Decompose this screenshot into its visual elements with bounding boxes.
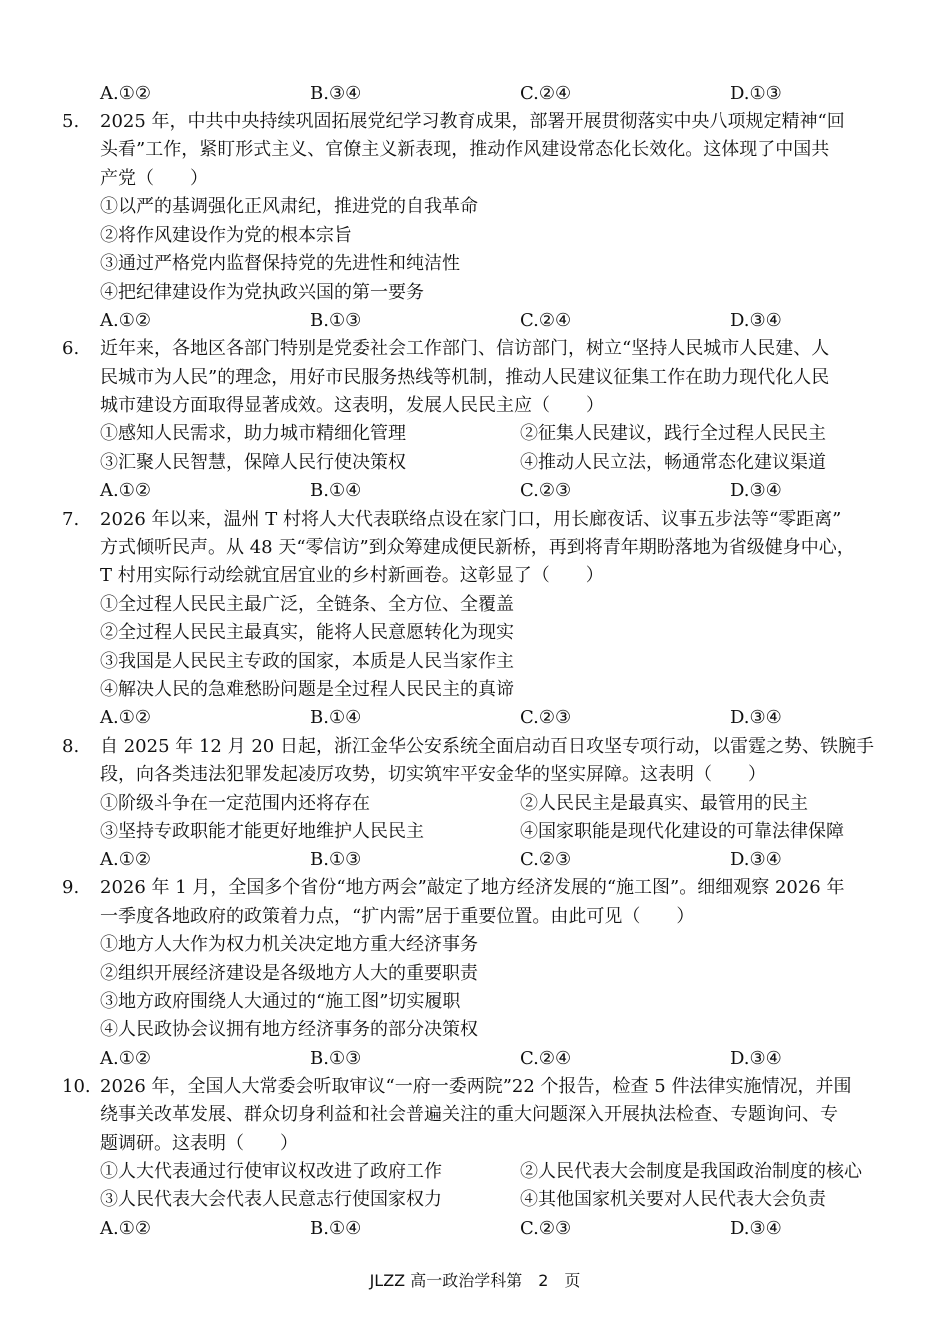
statement-item: ③坚持专政职能才能更好地维护人民民主 [100, 821, 424, 842]
statement-item: ④人民政协会议拥有地方经济事务的部分决策权 [100, 1019, 478, 1040]
statement-item: ②全过程人民民主最真实，能将人民意愿转化为现实 [100, 622, 514, 643]
option-d: D.③④ [730, 310, 782, 331]
option-a: A.①② [100, 707, 151, 728]
question-stem-line: 2026 年 1 月，全国多个省份“地方两会”敲定了地方经济发展的“施工图”。细细观察 2026 年 [100, 877, 845, 898]
prev-option-c: C.②④ [520, 83, 572, 104]
statement-item: ④其他国家机关要对人民代表大会负责 [520, 1189, 826, 1210]
question-stem-line: 自 2025 年 12 月 20 日起，浙江金华公安系统全面启动百日攻坚专项行动，以雷霆之势、铁腕手 [100, 736, 874, 757]
prev-option-a: A.①② [100, 83, 151, 104]
question-stem-line: 题调研。这表明（ ） [100, 1133, 298, 1154]
question-stem-line: 城市建设方面取得显著成效。这表明，发展人民民主应（ ） [100, 395, 604, 416]
question-stem-line: 头看”工作，紧盯形式主义、官僚主义新表现，推动作风建设常态化长效化。这体现了中国共 [100, 139, 830, 160]
option-d: D.③④ [730, 1218, 782, 1239]
option-a: A.①② [100, 310, 151, 331]
question-stem-line: 民城市为人民”的理念，用好市民服务热线等机制，推动人民建议征集工作在助力现代化人民 [100, 367, 830, 388]
statement-item: ③我国是人民民主专政的国家，本质是人民当家作主 [100, 651, 514, 672]
statement-item: ④把纪律建设作为党执政兴国的第一要务 [100, 282, 424, 303]
option-b: B.①③ [310, 1048, 362, 1069]
prev-option-d: D.①③ [730, 83, 782, 104]
statement-item: ②人民代表大会制度是我国政治制度的核心 [520, 1161, 862, 1182]
option-b: B.①④ [310, 1218, 362, 1239]
question-stem-line: 2026 年，全国人大常委会听取审议“一府一委两院”22 个报告，检查 5 件法律实施情况，并围 [100, 1076, 852, 1097]
statement-item: ①全过程人民民主最广泛，全链条、全方位、全覆盖 [100, 594, 514, 615]
statement-item: ③人民代表大会代表人民意志行使国家权力 [100, 1189, 442, 1210]
question-number: 5. [62, 111, 80, 132]
option-c: C.②③ [520, 1218, 572, 1239]
option-d: D.③④ [730, 1048, 782, 1069]
option-c: C.②③ [520, 480, 572, 501]
question-number: 7. [62, 509, 80, 530]
question-stem-line: 2025 年，中共中央持续巩固拓展党纪学习教育成果，部署开展贯彻落实中央八项规定精神“回 [100, 111, 845, 132]
option-a: A.①② [100, 849, 151, 870]
statement-item: ④国家职能是现代化建设的可靠法律保障 [520, 821, 844, 842]
option-d: D.③④ [730, 849, 782, 870]
question-number: 8. [62, 736, 80, 757]
question-number: 10. [62, 1076, 91, 1097]
option-c: C.②③ [520, 849, 572, 870]
question-stem-line: 产党（ ） [100, 168, 208, 189]
statement-item: ①阶级斗争在一定范围内还将存在 [100, 793, 370, 814]
statement-item: ②人民民主是最真实、最管用的民主 [520, 793, 808, 814]
statement-item: ①人大代表通过行使审议权改进了政府工作 [100, 1161, 442, 1182]
statement-item: ①地方人大作为权力机关决定地方重大经济事务 [100, 934, 478, 955]
option-b: B.①④ [310, 480, 362, 501]
option-c: C.②③ [520, 707, 572, 728]
option-b: B.①④ [310, 707, 362, 728]
option-c: C.②④ [520, 310, 572, 331]
statement-item: ②征集人民建议，践行全过程人民民主 [520, 423, 826, 444]
question-number: 6. [62, 338, 80, 359]
question-stem-line: 绕事关改革发展、群众切身利益和社会普遍关注的重大问题深入开展执法检查、专题询问、专 [100, 1104, 838, 1125]
statement-item: ④推动人民立法，畅通常态化建议渠道 [520, 452, 826, 473]
statement-item: ③地方政府围绕人大通过的“施工图”切实履职 [100, 991, 461, 1012]
question-stem-line: 方式倾听民声。从 48 天“零信访”到众筹建成便民新桥，再到将青年期盼落地为省级健身中心， [100, 537, 855, 558]
question-number: 9. [62, 877, 80, 898]
statement-item: ①感知人民需求，助力城市精细化管理 [100, 423, 406, 444]
option-a: A.①② [100, 1048, 151, 1069]
option-a: A.①② [100, 480, 151, 501]
statement-item: ③通过严格党内监督保持党的先进性和纯洁性 [100, 253, 460, 274]
statement-item: ②组织开展经济建设是各级地方人大的重要职责 [100, 963, 478, 984]
statement-item: ③汇聚人民智慧，保障人民行使决策权 [100, 452, 406, 473]
question-stem-line: T 村用实际行动绘就宜居宜业的乡村新画卷。这彰显了（ ） [100, 565, 604, 586]
question-stem-line: 一季度各地政府的政策着力点，“扩内需”居于重要位置。由此可见（ ） [100, 906, 695, 927]
option-d: D.③④ [730, 480, 782, 501]
question-stem-line: 近年来，各地区各部门特别是党委社会工作部门、信访部门，树立“坚持人民城市人民建、人 [100, 338, 830, 359]
option-b: B.①③ [310, 849, 362, 870]
prev-option-b: B.③④ [310, 83, 362, 104]
option-a: A.①② [100, 1218, 151, 1239]
statement-item: ①以严的基调强化正风肃纪，推进党的自我革命 [100, 196, 478, 217]
question-stem-line: 段，向各类违法犯罪发起凌厉攻势，切实筑牢平安金华的坚实屏障。这表明（ ） [100, 764, 766, 785]
option-b: B.①③ [310, 310, 362, 331]
question-stem-line: 2026 年以来，温州 T 村将人大代表联络点设在家门口，用长廊夜话、议事五步法等“零距离” [100, 509, 842, 530]
statement-item: ④解决人民的急难愁盼问题是全过程人民民主的真谛 [100, 679, 514, 700]
option-c: C.②④ [520, 1048, 572, 1069]
page-footer: JLZZ 高一政治学科第 2 页 [369, 1271, 581, 1290]
option-d: D.③④ [730, 707, 782, 728]
statement-item: ②将作风建设作为党的根本宗旨 [100, 225, 352, 246]
